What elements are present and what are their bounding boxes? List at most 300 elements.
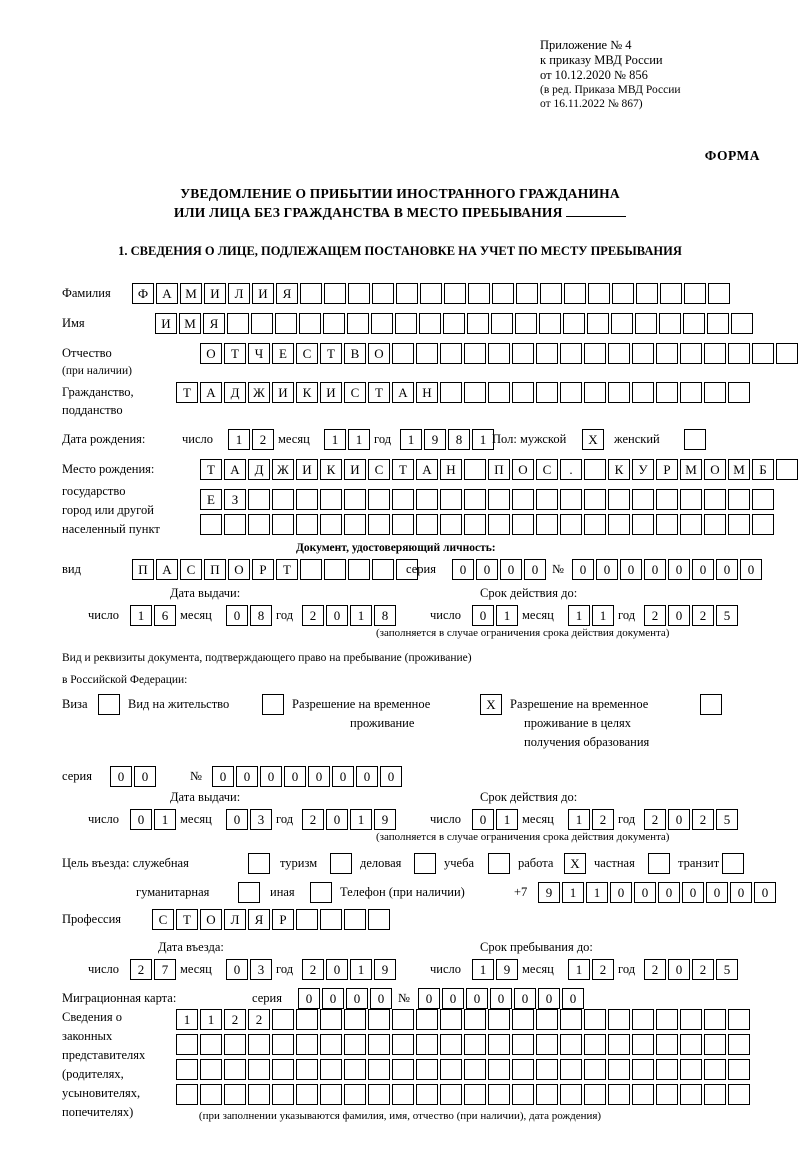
cell[interactable]: А	[224, 459, 246, 480]
cell[interactable]	[680, 514, 702, 535]
cell[interactable]	[296, 1009, 318, 1030]
field-birth-day[interactable]	[228, 429, 276, 450]
cell[interactable]	[656, 1009, 678, 1030]
cell[interactable]: Ч	[248, 343, 270, 364]
field-entry-month[interactable]	[226, 959, 274, 980]
checkbox-edu-residence[interactable]	[700, 694, 722, 715]
cell[interactable]	[560, 1009, 582, 1030]
cell[interactable]	[440, 514, 462, 535]
cell[interactable]	[224, 1059, 246, 1080]
cell[interactable]	[536, 1059, 558, 1080]
field-right-number[interactable]	[212, 766, 404, 787]
cell[interactable]: 9	[374, 959, 396, 980]
cell[interactable]	[299, 313, 321, 334]
field-birthplace-city[interactable]	[200, 489, 776, 510]
cell[interactable]	[200, 1034, 222, 1055]
cell[interactable]	[512, 514, 534, 535]
cell[interactable]	[636, 283, 658, 304]
cell[interactable]	[344, 1009, 366, 1030]
cell[interactable]: 0	[500, 559, 522, 580]
cell[interactable]: И	[204, 283, 226, 304]
cell[interactable]	[728, 1084, 750, 1105]
cell[interactable]: 1	[350, 809, 372, 830]
cell[interactable]: 0	[538, 988, 560, 1009]
cell[interactable]: Н	[416, 382, 438, 403]
cell[interactable]: 2	[248, 1009, 270, 1030]
cell[interactable]: 0	[682, 882, 704, 903]
cell[interactable]	[728, 514, 750, 535]
cell[interactable]: 0	[514, 988, 536, 1009]
cell[interactable]: 8	[374, 605, 396, 626]
cell[interactable]: 0	[706, 882, 728, 903]
cell[interactable]: 1	[130, 605, 152, 626]
cell[interactable]	[560, 489, 582, 510]
cell[interactable]: 1	[154, 809, 176, 830]
cell[interactable]	[512, 1084, 534, 1105]
cell[interactable]	[512, 1059, 534, 1080]
cell[interactable]: А	[200, 382, 222, 403]
checkbox-temp-residence[interactable]: X	[480, 694, 502, 715]
cell[interactable]	[704, 1084, 726, 1105]
cell[interactable]: 0	[668, 605, 690, 626]
cell[interactable]	[275, 313, 297, 334]
cell[interactable]: 0	[308, 766, 330, 787]
field-patronymic[interactable]	[200, 343, 800, 364]
cell[interactable]: 3	[250, 959, 272, 980]
cell[interactable]: Т	[368, 382, 390, 403]
cell[interactable]: 0	[668, 809, 690, 830]
cell[interactable]	[392, 514, 414, 535]
cell[interactable]	[296, 1084, 318, 1105]
cell[interactable]: 0	[326, 809, 348, 830]
cell[interactable]	[176, 1059, 198, 1080]
cell[interactable]	[392, 1034, 414, 1055]
cell[interactable]: 1	[496, 605, 518, 626]
cell[interactable]	[248, 489, 270, 510]
cell[interactable]: 1	[472, 959, 494, 980]
cell[interactable]: Е	[200, 489, 222, 510]
cell[interactable]	[248, 1034, 270, 1055]
field-legal-rep-row-1[interactable]	[176, 1009, 752, 1030]
field-right-valid-day[interactable]	[472, 809, 520, 830]
cell[interactable]	[536, 489, 558, 510]
field-phone[interactable]	[538, 882, 778, 903]
cell[interactable]: 1	[562, 882, 584, 903]
cell[interactable]	[416, 1034, 438, 1055]
cell[interactable]: 0	[668, 559, 690, 580]
cell[interactable]: 0	[260, 766, 282, 787]
cell[interactable]	[176, 1034, 198, 1055]
cell[interactable]: 0	[730, 882, 752, 903]
cell[interactable]	[272, 514, 294, 535]
cell[interactable]	[656, 1084, 678, 1105]
cell[interactable]: 0	[472, 605, 494, 626]
cell[interactable]	[368, 514, 390, 535]
cell[interactable]: 1	[228, 429, 250, 450]
cell[interactable]: 0	[620, 559, 642, 580]
field-right-series[interactable]	[110, 766, 158, 787]
cell[interactable]: 0	[740, 559, 762, 580]
cell[interactable]: 2	[692, 605, 714, 626]
cell[interactable]: И	[252, 283, 274, 304]
cell[interactable]: 0	[476, 559, 498, 580]
cell[interactable]	[608, 489, 630, 510]
cell[interactable]: П	[204, 559, 226, 580]
checkbox-purpose-service[interactable]	[248, 853, 270, 874]
cell[interactable]: 5	[716, 605, 738, 626]
cell[interactable]	[392, 343, 414, 364]
cell[interactable]: 1	[400, 429, 422, 450]
cell[interactable]: 2	[644, 605, 666, 626]
cell[interactable]: 2	[224, 1009, 246, 1030]
cell[interactable]	[608, 1059, 630, 1080]
cell[interactable]: Д	[224, 382, 246, 403]
cell[interactable]: О	[368, 343, 390, 364]
cell[interactable]	[584, 459, 606, 480]
cell[interactable]: 2	[692, 809, 714, 830]
cell[interactable]	[536, 1009, 558, 1030]
cell[interactable]: 2	[644, 809, 666, 830]
cell[interactable]: 0	[634, 882, 656, 903]
cell[interactable]: 2	[302, 605, 324, 626]
cell[interactable]	[656, 343, 678, 364]
cell[interactable]	[632, 1059, 654, 1080]
cell[interactable]	[512, 1034, 534, 1055]
field-legal-rep-row-3[interactable]	[176, 1059, 752, 1080]
checkbox-purpose-business[interactable]	[414, 853, 436, 874]
cell[interactable]	[536, 343, 558, 364]
cell[interactable]	[416, 343, 438, 364]
field-entry-day[interactable]	[130, 959, 178, 980]
field-mig-number[interactable]	[418, 988, 586, 1009]
cell[interactable]	[656, 382, 678, 403]
cell[interactable]: 0	[110, 766, 132, 787]
cell[interactable]: И	[155, 313, 177, 334]
cell[interactable]	[176, 1084, 198, 1105]
field-stay-month[interactable]	[568, 959, 616, 980]
cell[interactable]	[488, 343, 510, 364]
cell[interactable]: .	[560, 459, 582, 480]
cell[interactable]	[224, 514, 246, 535]
cell[interactable]	[611, 313, 633, 334]
cell[interactable]	[392, 1009, 414, 1030]
cell[interactable]	[560, 1034, 582, 1055]
checkbox-visa[interactable]	[98, 694, 120, 715]
field-doc-issue-day[interactable]	[130, 605, 178, 626]
cell[interactable]	[320, 514, 342, 535]
cell[interactable]: 0	[326, 959, 348, 980]
cell[interactable]: И	[272, 382, 294, 403]
cell[interactable]	[320, 1059, 342, 1080]
cell[interactable]: 9	[424, 429, 446, 450]
cell[interactable]: Т	[392, 459, 414, 480]
cell[interactable]	[300, 559, 322, 580]
cell[interactable]: М	[179, 313, 201, 334]
cell[interactable]: 8	[250, 605, 272, 626]
field-right-issue-month[interactable]	[226, 809, 274, 830]
cell[interactable]	[656, 1059, 678, 1080]
cell[interactable]: Р	[656, 459, 678, 480]
cell[interactable]: О	[704, 459, 726, 480]
cell[interactable]: А	[392, 382, 414, 403]
cell[interactable]: 0	[418, 988, 440, 1009]
cell[interactable]	[416, 1059, 438, 1080]
cell[interactable]	[728, 1059, 750, 1080]
cell[interactable]	[728, 1009, 750, 1030]
cell[interactable]: Р	[272, 909, 294, 930]
cell[interactable]	[464, 1084, 486, 1105]
cell[interactable]: Р	[252, 559, 274, 580]
field-mig-series[interactable]	[298, 988, 394, 1009]
cell[interactable]	[731, 313, 753, 334]
cell[interactable]	[320, 1034, 342, 1055]
cell[interactable]	[680, 343, 702, 364]
cell[interactable]	[368, 1084, 390, 1105]
cell[interactable]	[251, 313, 273, 334]
cell[interactable]	[632, 1084, 654, 1105]
cell[interactable]: 0	[668, 959, 690, 980]
cell[interactable]	[440, 1009, 462, 1030]
cell[interactable]	[344, 909, 366, 930]
cell[interactable]: 2	[644, 959, 666, 980]
cell[interactable]: Т	[320, 343, 342, 364]
cell[interactable]	[515, 313, 537, 334]
cell[interactable]	[344, 1059, 366, 1080]
checkbox-purpose-humanitarian[interactable]	[238, 882, 260, 903]
cell[interactable]: И	[320, 382, 342, 403]
cell[interactable]	[560, 382, 582, 403]
cell[interactable]	[300, 283, 322, 304]
cell[interactable]	[371, 313, 393, 334]
cell[interactable]: И	[296, 459, 318, 480]
cell[interactable]: 0	[562, 988, 584, 1009]
cell[interactable]	[704, 1009, 726, 1030]
cell[interactable]	[540, 283, 562, 304]
cell[interactable]: 5	[716, 959, 738, 980]
cell[interactable]	[632, 343, 654, 364]
checkbox-residence-permit[interactable]	[262, 694, 284, 715]
cell[interactable]	[680, 489, 702, 510]
cell[interactable]: 0	[284, 766, 306, 787]
cell[interactable]	[704, 1034, 726, 1055]
field-entry-year[interactable]	[302, 959, 398, 980]
cell[interactable]	[296, 514, 318, 535]
cell[interactable]	[708, 283, 730, 304]
cell[interactable]: Л	[228, 283, 250, 304]
cell[interactable]: 9	[496, 959, 518, 980]
cell[interactable]: 0	[658, 882, 680, 903]
cell[interactable]	[368, 1034, 390, 1055]
cell[interactable]	[440, 489, 462, 510]
cell[interactable]: Ж	[248, 382, 270, 403]
cell[interactable]: А	[156, 283, 178, 304]
cell[interactable]: О	[200, 909, 222, 930]
field-stay-day[interactable]	[472, 959, 520, 980]
cell[interactable]: Т	[276, 559, 298, 580]
cell[interactable]: К	[320, 459, 342, 480]
cell[interactable]	[372, 559, 394, 580]
cell[interactable]	[539, 313, 561, 334]
cell[interactable]	[560, 514, 582, 535]
cell[interactable]	[584, 343, 606, 364]
cell[interactable]	[416, 514, 438, 535]
checkbox-sex-male[interactable]: X	[582, 429, 604, 450]
field-doc-issue-year[interactable]	[302, 605, 398, 626]
cell[interactable]: 0	[524, 559, 546, 580]
cell[interactable]	[635, 313, 657, 334]
cell[interactable]	[320, 909, 342, 930]
cell[interactable]	[368, 1009, 390, 1030]
cell[interactable]	[728, 343, 750, 364]
cell[interactable]: 0	[572, 559, 594, 580]
cell[interactable]: 6	[154, 605, 176, 626]
cell[interactable]	[680, 1009, 702, 1030]
cell[interactable]: 2	[302, 809, 324, 830]
cell[interactable]: И	[344, 459, 366, 480]
cell[interactable]: Т	[224, 343, 246, 364]
cell[interactable]: 0	[442, 988, 464, 1009]
checkbox-purpose-tourism[interactable]	[330, 853, 352, 874]
field-doc-number[interactable]	[572, 559, 764, 580]
cell[interactable]: 1	[176, 1009, 198, 1030]
cell[interactable]	[512, 489, 534, 510]
cell[interactable]	[584, 489, 606, 510]
cell[interactable]	[420, 283, 442, 304]
cell[interactable]: 0	[130, 809, 152, 830]
cell[interactable]	[324, 559, 346, 580]
cell[interactable]	[464, 1034, 486, 1055]
field-birthplace-state[interactable]	[200, 459, 800, 480]
cell[interactable]: 0	[692, 559, 714, 580]
cell[interactable]: Н	[440, 459, 462, 480]
cell[interactable]	[608, 1084, 630, 1105]
cell[interactable]	[488, 514, 510, 535]
cell[interactable]	[416, 489, 438, 510]
cell[interactable]	[248, 1059, 270, 1080]
cell[interactable]: 0	[716, 559, 738, 580]
cell[interactable]	[440, 1034, 462, 1055]
cell[interactable]	[584, 382, 606, 403]
cell[interactable]: М	[680, 459, 702, 480]
cell[interactable]	[272, 1059, 294, 1080]
cell[interactable]	[440, 343, 462, 364]
cell[interactable]: А	[416, 459, 438, 480]
cell[interactable]	[656, 1034, 678, 1055]
cell[interactable]	[584, 1009, 606, 1030]
cell[interactable]: С	[536, 459, 558, 480]
cell[interactable]: 0	[644, 559, 666, 580]
cell[interactable]	[440, 1059, 462, 1080]
field-doc-issue-month[interactable]	[226, 605, 274, 626]
cell[interactable]	[488, 382, 510, 403]
cell[interactable]: С	[368, 459, 390, 480]
cell[interactable]	[488, 489, 510, 510]
cell[interactable]	[728, 489, 750, 510]
cell[interactable]	[776, 343, 798, 364]
cell[interactable]: М	[728, 459, 750, 480]
cell[interactable]: 1	[568, 959, 590, 980]
cell[interactable]: 7	[154, 959, 176, 980]
cell[interactable]	[248, 514, 270, 535]
cell[interactable]	[752, 489, 774, 510]
cell[interactable]: Ф	[132, 283, 154, 304]
cell[interactable]: Л	[224, 909, 246, 930]
cell[interactable]	[512, 382, 534, 403]
cell[interactable]	[272, 489, 294, 510]
cell[interactable]	[656, 489, 678, 510]
cell[interactable]	[224, 1084, 246, 1105]
field-right-valid-month[interactable]	[568, 809, 616, 830]
cell[interactable]: Я	[276, 283, 298, 304]
cell[interactable]: П	[132, 559, 154, 580]
cell[interactable]: 3	[250, 809, 272, 830]
cell[interactable]: 9	[538, 882, 560, 903]
cell[interactable]	[348, 559, 370, 580]
cell[interactable]	[608, 382, 630, 403]
cell[interactable]	[536, 1034, 558, 1055]
cell[interactable]	[776, 459, 798, 480]
cell[interactable]	[464, 382, 486, 403]
cell[interactable]	[608, 1009, 630, 1030]
checkbox-purpose-work[interactable]: X	[564, 853, 586, 874]
cell[interactable]	[608, 1034, 630, 1055]
cell[interactable]	[536, 1084, 558, 1105]
cell[interactable]: В	[344, 343, 366, 364]
cell[interactable]	[728, 382, 750, 403]
checkbox-purpose-study[interactable]	[488, 853, 510, 874]
cell[interactable]	[416, 1009, 438, 1030]
cell[interactable]: 0	[380, 766, 402, 787]
cell[interactable]	[491, 313, 513, 334]
cell[interactable]: Я	[203, 313, 225, 334]
cell[interactable]	[684, 283, 706, 304]
cell[interactable]: 0	[346, 988, 368, 1009]
cell[interactable]	[464, 1009, 486, 1030]
cell[interactable]	[272, 1084, 294, 1105]
cell[interactable]	[272, 1009, 294, 1030]
cell[interactable]: 0	[134, 766, 156, 787]
cell[interactable]	[296, 1034, 318, 1055]
cell[interactable]: Е	[272, 343, 294, 364]
cell[interactable]: Т	[200, 459, 222, 480]
cell[interactable]	[227, 313, 249, 334]
cell[interactable]	[464, 1059, 486, 1080]
cell[interactable]	[348, 283, 370, 304]
cell[interactable]	[563, 313, 585, 334]
cell[interactable]: 2	[130, 959, 152, 980]
cell[interactable]	[488, 1084, 510, 1105]
cell[interactable]	[392, 1059, 414, 1080]
cell[interactable]: Ж	[272, 459, 294, 480]
checkbox-sex-female[interactable]	[684, 429, 706, 450]
cell[interactable]	[200, 1084, 222, 1105]
cell[interactable]: 0	[226, 959, 248, 980]
cell[interactable]: 1	[592, 605, 614, 626]
cell[interactable]: П	[488, 459, 510, 480]
cell[interactable]: 0	[466, 988, 488, 1009]
cell[interactable]	[344, 489, 366, 510]
cell[interactable]	[467, 313, 489, 334]
field-legal-rep-row-2[interactable]	[176, 1034, 752, 1055]
cell[interactable]	[488, 1034, 510, 1055]
cell[interactable]	[488, 1059, 510, 1080]
cell[interactable]	[584, 1034, 606, 1055]
cell[interactable]: 0	[332, 766, 354, 787]
cell[interactable]	[632, 514, 654, 535]
field-right-issue-day[interactable]	[130, 809, 178, 830]
cell[interactable]	[324, 283, 346, 304]
field-citizenship[interactable]	[176, 382, 752, 403]
